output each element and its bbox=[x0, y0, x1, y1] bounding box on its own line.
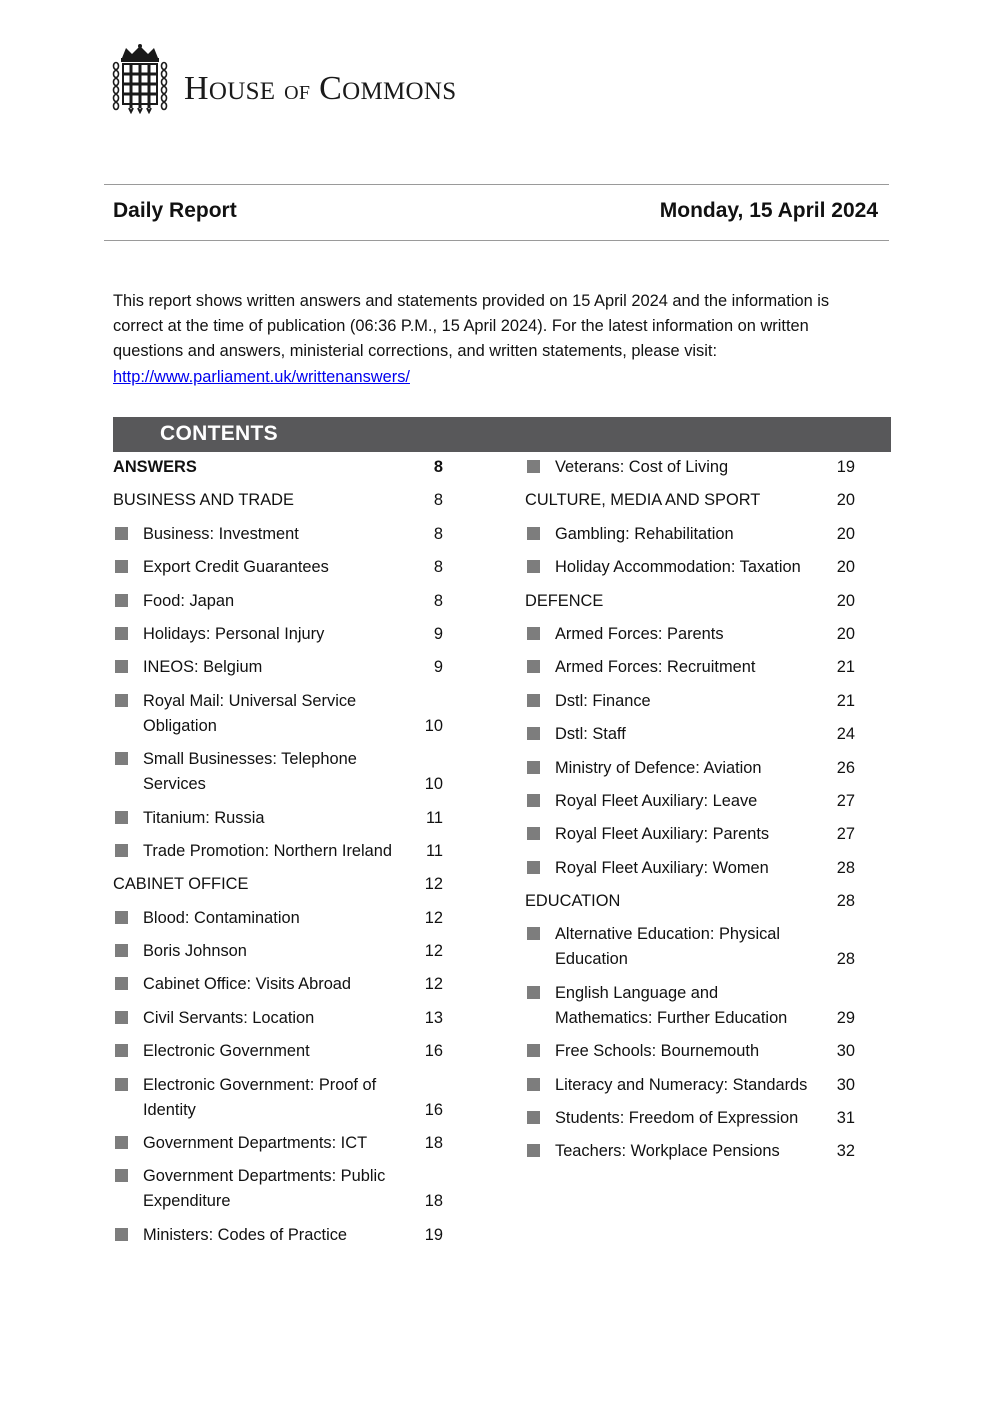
entry-label: Small Businesses: Telephone Services bbox=[143, 750, 357, 794]
entry-label: Holiday Accommodation: Taxation bbox=[555, 558, 801, 577]
page-number: 30 bbox=[836, 1075, 855, 1094]
entry-label: Gambling: Rehabilitation bbox=[555, 524, 734, 543]
page-number: 9 bbox=[433, 658, 443, 677]
page-number: 20 bbox=[836, 491, 855, 510]
square-bullet-icon bbox=[527, 861, 540, 874]
contents-entry[interactable] bbox=[113, 522, 443, 547]
page-number: 12 bbox=[424, 908, 443, 927]
contents-entry[interactable] bbox=[113, 747, 443, 797]
square-bullet-icon bbox=[115, 1078, 128, 1091]
square-bullet-icon bbox=[115, 694, 128, 707]
entry-label: DEFENCE bbox=[525, 591, 604, 610]
square-bullet-icon bbox=[527, 527, 540, 540]
contents-entry[interactable] bbox=[113, 1131, 443, 1156]
square-bullet-icon bbox=[527, 927, 540, 940]
square-bullet-icon bbox=[115, 844, 128, 857]
entry-label: ANSWERS bbox=[113, 458, 197, 476]
page-number: 20 bbox=[836, 591, 855, 610]
contents-entry[interactable] bbox=[113, 622, 443, 647]
contents-entry[interactable] bbox=[525, 722, 855, 747]
square-bullet-icon bbox=[115, 1011, 128, 1024]
square-bullet-icon bbox=[527, 727, 540, 740]
page-number: 16 bbox=[424, 1042, 443, 1061]
entry-label: EDUCATION bbox=[525, 892, 621, 911]
report-title: Daily Report bbox=[113, 199, 237, 222]
entry-label: Dstl: Staff bbox=[555, 725, 626, 744]
contents-entry[interactable] bbox=[525, 555, 855, 580]
square-bullet-icon bbox=[115, 660, 128, 673]
header-bottom-rule bbox=[104, 240, 889, 241]
page-number: 21 bbox=[836, 691, 855, 710]
page-number: 12 bbox=[424, 942, 443, 961]
entry-label: Civil Servants: Location bbox=[143, 1008, 315, 1027]
square-bullet-icon bbox=[527, 560, 540, 573]
entry-label: Ministry of Defence: Aviation bbox=[555, 758, 762, 777]
contents-entry[interactable] bbox=[525, 455, 855, 480]
page-number: 29 bbox=[836, 1008, 855, 1027]
contents-entry[interactable] bbox=[113, 906, 443, 931]
contents-heading: CONTENTS bbox=[160, 422, 278, 445]
contents-entry[interactable] bbox=[525, 522, 855, 547]
square-bullet-icon bbox=[115, 527, 128, 540]
contents-section-heading[interactable] bbox=[113, 872, 443, 897]
square-bullet-icon bbox=[527, 986, 540, 999]
entry-label: INEOS: Belgium bbox=[143, 658, 263, 677]
contents-entry[interactable] bbox=[525, 689, 855, 714]
page-number: 8 bbox=[433, 491, 443, 510]
square-bullet-icon bbox=[115, 811, 128, 824]
page-number: 28 bbox=[836, 892, 855, 911]
contents-entry[interactable] bbox=[113, 1006, 443, 1031]
entry-label: Government Departments: ICT bbox=[143, 1134, 368, 1153]
contents-entry[interactable] bbox=[113, 1164, 443, 1214]
square-bullet-icon bbox=[527, 694, 540, 707]
square-bullet-icon bbox=[115, 977, 128, 990]
square-bullet-icon bbox=[527, 1044, 540, 1057]
entry-label: Teachers: Workplace Pensions bbox=[555, 1142, 780, 1161]
page-number: 32 bbox=[836, 1142, 855, 1161]
contents-entry[interactable] bbox=[113, 1039, 443, 1064]
contents-entry[interactable] bbox=[113, 839, 443, 864]
page-number: 30 bbox=[836, 1042, 855, 1061]
square-bullet-icon bbox=[115, 560, 128, 573]
entry-label: Royal Fleet Auxiliary: Parents bbox=[555, 825, 770, 844]
entry-label: Titanium: Russia bbox=[143, 808, 265, 827]
contents-entry[interactable] bbox=[113, 939, 443, 964]
written-answers-link[interactable]: http://www.parliament.uk/writtenanswers/ bbox=[113, 367, 410, 386]
entry-label: Royal Mail: Universal Service Obligation bbox=[143, 691, 357, 735]
contents-entry[interactable] bbox=[113, 555, 443, 580]
page-number: 18 bbox=[424, 1134, 443, 1153]
square-bullet-icon bbox=[527, 1111, 540, 1124]
page-number: 11 bbox=[425, 841, 443, 860]
entry-label: Ministers: Codes of Practice bbox=[143, 1225, 348, 1244]
entry-label: Boris Johnson bbox=[143, 942, 247, 961]
entry-label: Electronic Government bbox=[143, 1042, 310, 1061]
page-number: 31 bbox=[836, 1109, 855, 1128]
square-bullet-icon bbox=[527, 1144, 540, 1157]
square-bullet-icon bbox=[115, 594, 128, 607]
page-number: 18 bbox=[424, 1192, 443, 1211]
page-number: 8 bbox=[433, 591, 443, 610]
page-number: 27 bbox=[836, 791, 855, 810]
contents-column-right bbox=[525, 455, 855, 1164]
contents-entry[interactable] bbox=[525, 1039, 855, 1064]
contents-entry[interactable] bbox=[113, 1073, 443, 1123]
contents-entry[interactable] bbox=[525, 1073, 855, 1098]
contents-entry[interactable] bbox=[525, 1106, 855, 1131]
contents-entry[interactable] bbox=[525, 981, 855, 1031]
contents-entry[interactable] bbox=[113, 589, 443, 614]
report-date: Monday, 15 April 2024 bbox=[659, 199, 878, 222]
entry-label: Trade Promotion: Northern Ireland bbox=[143, 841, 393, 860]
page-number: 8 bbox=[433, 458, 443, 476]
page-number: 20 bbox=[836, 524, 855, 543]
entry-label: Business: Investment bbox=[143, 524, 299, 543]
entry-label: Blood: Contamination bbox=[143, 908, 300, 927]
page-number: 19 bbox=[836, 458, 855, 476]
square-bullet-icon bbox=[527, 460, 540, 473]
page-number: 19 bbox=[424, 1225, 443, 1244]
square-bullet-icon bbox=[115, 1169, 128, 1182]
house-of-commons-logo bbox=[112, 44, 457, 114]
square-bullet-icon bbox=[115, 1044, 128, 1057]
entry-label: Literacy and Numeracy: Standards bbox=[555, 1075, 808, 1094]
header-top-rule bbox=[104, 184, 889, 185]
entry-label: CABINET OFFICE bbox=[113, 875, 249, 894]
page-number: 8 bbox=[433, 524, 443, 543]
entry-label: Holidays: Personal Injury bbox=[143, 624, 325, 643]
page-number: 12 bbox=[424, 875, 443, 894]
entry-label: Students: Freedom of Expression bbox=[555, 1109, 799, 1128]
contents-entry[interactable] bbox=[113, 806, 443, 831]
page-number: 21 bbox=[836, 658, 855, 677]
entry-label: Royal Fleet Auxiliary: Leave bbox=[555, 791, 758, 810]
square-bullet-icon bbox=[115, 1228, 128, 1241]
contents-entry[interactable] bbox=[525, 789, 855, 814]
page-number: 10 bbox=[424, 775, 443, 794]
page-number: 26 bbox=[836, 758, 855, 777]
contents-section-heading[interactable] bbox=[113, 455, 443, 480]
page-number: 28 bbox=[836, 858, 855, 877]
page-number: 13 bbox=[424, 1008, 443, 1027]
square-bullet-icon bbox=[527, 660, 540, 673]
contents-entry[interactable] bbox=[525, 756, 855, 781]
contents-entry[interactable] bbox=[525, 822, 855, 847]
contents-entry[interactable] bbox=[113, 1223, 443, 1248]
entry-label: Food: Japan bbox=[143, 591, 235, 610]
entry-label: BUSINESS AND TRADE bbox=[113, 491, 294, 510]
page-number: 24 bbox=[836, 725, 855, 744]
contents-entry[interactable] bbox=[525, 922, 855, 972]
entry-label: Dstl: Finance bbox=[555, 691, 651, 710]
page-number: 27 bbox=[836, 825, 855, 844]
contents-section-heading[interactable] bbox=[525, 488, 855, 513]
page-number: 20 bbox=[836, 624, 855, 643]
entry-label: CULTURE, MEDIA AND SPORT bbox=[525, 491, 761, 510]
contents-entry[interactable] bbox=[525, 622, 855, 647]
contents-entry[interactable] bbox=[113, 689, 443, 739]
entry-label: Armed Forces: Parents bbox=[555, 624, 724, 643]
logo-wordmark: HOUSE OF COMMONS bbox=[184, 70, 457, 107]
entry-label: Electronic Government: Proof of Identity bbox=[143, 1075, 377, 1119]
contents-section-heading[interactable] bbox=[113, 488, 443, 513]
square-bullet-icon bbox=[527, 794, 540, 807]
page-number: 20 bbox=[836, 558, 855, 577]
entry-label: Alternative Education: Physical Education bbox=[555, 925, 781, 969]
page-number: 28 bbox=[836, 950, 855, 969]
page-number: 11 bbox=[425, 808, 443, 827]
square-bullet-icon bbox=[115, 1136, 128, 1149]
square-bullet-icon bbox=[115, 752, 128, 765]
contents-entry[interactable] bbox=[113, 655, 443, 680]
entry-label: Free Schools: Bournemouth bbox=[555, 1042, 760, 1061]
portcullis-icon bbox=[112, 44, 168, 114]
entry-label: Government Departments: Public Expenditure bbox=[143, 1167, 386, 1211]
square-bullet-icon bbox=[115, 627, 128, 640]
square-bullet-icon bbox=[527, 1078, 540, 1091]
entry-label: Armed Forces: Recruitment bbox=[555, 658, 756, 677]
entry-label: Export Credit Guarantees bbox=[143, 558, 329, 577]
page-number: 12 bbox=[424, 975, 443, 994]
page-number: 10 bbox=[424, 716, 443, 735]
square-bullet-icon bbox=[115, 911, 128, 924]
entry-label: Veterans: Cost of Living bbox=[555, 458, 729, 476]
page-number: 8 bbox=[433, 558, 443, 577]
intro-paragraph bbox=[113, 289, 883, 390]
contents-entry[interactable] bbox=[113, 972, 443, 997]
entry-label: Royal Fleet Auxiliary: Women bbox=[555, 858, 769, 877]
contents-header-bar bbox=[113, 417, 891, 452]
page-number: 16 bbox=[424, 1100, 443, 1119]
square-bullet-icon bbox=[527, 827, 540, 840]
contents-section-heading[interactable] bbox=[525, 889, 855, 914]
contents-entry[interactable] bbox=[525, 1139, 855, 1164]
contents-entry[interactable] bbox=[525, 856, 855, 881]
page-number: 9 bbox=[433, 624, 443, 643]
contents-section-heading[interactable] bbox=[525, 589, 855, 614]
entry-label: Cabinet Office: Visits Abroad bbox=[143, 975, 352, 994]
square-bullet-icon bbox=[527, 627, 540, 640]
entry-label: English Language and Mathematics: Further Education bbox=[555, 983, 788, 1027]
square-bullet-icon bbox=[115, 944, 128, 957]
contents-entry[interactable] bbox=[525, 655, 855, 680]
intro-text: This report shows written answers and statements provided on 15 April 2024 and the information is correct at the time of publication (06:36 P.M., 15 April 2024). For the latest information on written questions and answers, ministerial corrections, and written statements, please visit: bbox=[113, 292, 830, 361]
square-bullet-icon bbox=[527, 761, 540, 774]
contents-column-left bbox=[113, 455, 443, 1248]
